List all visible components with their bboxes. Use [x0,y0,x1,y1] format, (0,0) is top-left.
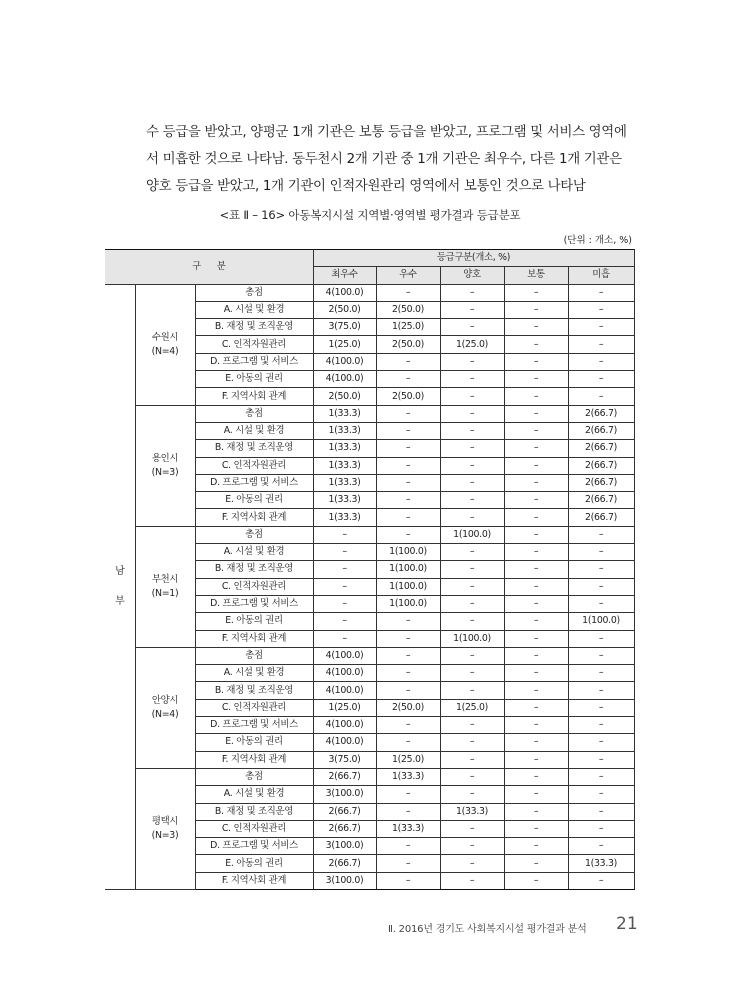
value-cell: – [504,353,568,370]
value-cell: 1(33.3) [313,492,376,509]
value-cell: – [568,371,634,388]
item-cell: D. 프로그램 및 서비스 [195,474,313,491]
table-row [105,768,634,785]
item-cell: 총점 [195,768,313,785]
value-cell: – [376,371,440,388]
value-cell: 2(50.0) [376,336,440,353]
city-count: (N=1) [151,587,179,599]
value-cell: – [504,803,568,820]
value-cell: – [504,872,568,889]
value-cell: 2(66.7) [313,768,376,785]
value-cell: – [376,492,440,509]
item-cell: C. 인적자원관리 [195,578,313,595]
item-cell: A. 시설 및 환경 [195,665,313,682]
paragraph-line-2: 서 미흡한 것으로 나타남. 동두천시 2개 기관 중 1개 기관은 최우수, 다른 1개 기관은 [146,152,622,167]
city-count: (N=3) [151,466,179,478]
city-cell [135,526,195,647]
value-cell: – [504,786,568,803]
value-cell: – [376,665,440,682]
item-cell: 총점 [195,647,313,664]
value-cell: – [568,544,634,561]
value-cell: – [568,526,634,543]
value-cell: – [376,509,440,526]
value-cell: – [568,699,634,716]
city-cell [135,405,195,526]
value-cell: – [504,405,568,422]
city-cell [135,647,195,768]
table-caption: <표 Ⅱ – 16> 아동복지시설 지역별·영역별 평가결과 등급분포 [219,208,521,222]
value-cell: – [440,838,504,855]
value-cell: – [440,578,504,595]
page-number: 21 [616,914,638,934]
value-cell: 4(100.0) [313,647,376,664]
item-cell: C. 인적자원관리 [195,820,313,837]
value-cell: – [440,855,504,872]
value-cell: – [568,284,634,301]
grade-distribution-table [105,249,635,890]
value-cell: – [504,630,568,647]
value-cell: – [504,751,568,768]
value-cell: – [504,734,568,751]
value-cell: – [504,595,568,612]
value-cell: 2(66.7) [313,803,376,820]
value-cell: 1(25.0) [440,699,504,716]
region-label: 부 [115,595,125,607]
value-cell: 2(66.7) [313,855,376,872]
value-cell: – [376,284,440,301]
value-cell: – [440,405,504,422]
value-cell: – [376,457,440,474]
value-cell: 1(100.0) [376,595,440,612]
value-cell: – [440,872,504,889]
value-cell: 1(33.3) [376,820,440,837]
value-cell: – [440,440,504,457]
item-cell: C. 인적자원관리 [195,457,313,474]
value-cell: – [376,630,440,647]
value-cell: – [440,717,504,734]
value-cell: 2(66.7) [568,492,634,509]
value-cell: – [313,595,376,612]
value-cell: – [313,526,376,543]
grade-header: 보통 [504,267,568,284]
value-cell: – [440,768,504,785]
value-cell: – [504,578,568,595]
value-cell: – [376,682,440,699]
value-cell: – [440,388,504,405]
item-cell: A. 시설 및 환경 [195,422,313,439]
city-name: 안양시 [151,694,179,706]
value-cell: – [568,595,634,612]
value-cell: 1(25.0) [313,699,376,716]
item-cell: F. 지역사회 관계 [195,388,313,405]
value-cell: – [440,509,504,526]
value-cell: – [568,872,634,889]
value-cell: – [568,630,634,647]
value-cell: – [568,665,634,682]
item-cell: D. 프로그램 및 서비스 [195,838,313,855]
value-cell: – [376,855,440,872]
grade-header: 최우수 [313,267,376,284]
item-cell: E. 아동의 권리 [195,492,313,509]
value-cell: – [504,768,568,785]
value-cell: – [504,820,568,837]
value-cell: – [568,734,634,751]
value-cell: 1(100.0) [376,578,440,595]
item-cell: E. 아동의 권리 [195,855,313,872]
item-cell: F. 지역사회 관계 [195,509,313,526]
item-cell: D. 프로그램 및 서비스 [195,717,313,734]
value-cell: – [568,561,634,578]
value-cell: – [568,820,634,837]
value-cell: – [313,630,376,647]
value-cell: 4(100.0) [313,717,376,734]
value-cell: – [504,544,568,561]
item-cell: B. 재정 및 조직운영 [195,803,313,820]
unit-note: (단위 : 개소, %) [563,235,632,246]
value-cell: – [440,301,504,318]
value-cell: – [568,388,634,405]
value-cell: – [568,319,634,336]
header-row-1 [105,250,634,267]
value-cell: – [440,682,504,699]
value-cell: – [504,388,568,405]
value-cell: – [440,613,504,630]
value-cell: 1(100.0) [440,630,504,647]
value-cell: 2(50.0) [376,388,440,405]
value-cell: – [504,336,568,353]
value-cell: 1(33.3) [313,440,376,457]
city-count: (N=4) [151,345,179,357]
item-cell: A. 시설 및 환경 [195,301,313,318]
value-cell: – [440,820,504,837]
value-cell: 2(66.7) [568,405,634,422]
value-cell: 4(100.0) [313,371,376,388]
value-cell: 1(25.0) [376,319,440,336]
paragraph-line-3: 양호 등급을 받았고, 1개 기관이 인적자원관리 영역에서 보통인 것으로 나타남 [146,179,586,194]
value-cell: – [504,492,568,509]
value-cell: 3(100.0) [313,786,376,803]
city-name: 용인시 [151,452,179,464]
value-cell: – [440,647,504,664]
item-cell: 총점 [195,284,313,301]
value-cell: – [504,647,568,664]
city-cell [135,768,195,889]
value-cell: – [568,786,634,803]
value-cell: 1(33.3) [313,474,376,491]
grade-header: 우수 [376,267,440,284]
city-name: 수원시 [151,331,179,343]
table-row [105,405,634,422]
value-cell: 1(33.3) [313,509,376,526]
value-cell: – [504,855,568,872]
value-cell: – [504,319,568,336]
value-cell: 2(66.7) [568,422,634,439]
value-cell: – [504,665,568,682]
value-cell: – [376,717,440,734]
value-cell: 3(75.0) [313,751,376,768]
value-cell: 1(33.3) [313,405,376,422]
value-cell: – [568,353,634,370]
item-cell: E. 아동의 권리 [195,371,313,388]
value-cell: – [440,492,504,509]
value-cell: – [440,474,504,491]
value-cell: – [313,578,376,595]
value-cell: 1(25.0) [440,336,504,353]
value-cell: – [568,682,634,699]
value-cell: 2(50.0) [376,301,440,318]
value-cell: – [568,578,634,595]
value-cell: – [376,803,440,820]
value-cell: – [504,371,568,388]
value-cell: – [376,353,440,370]
item-cell: B. 재정 및 조직운영 [195,682,313,699]
item-cell: 총점 [195,405,313,422]
value-cell: 4(100.0) [313,665,376,682]
value-cell: – [504,440,568,457]
category-header: 구 분 [105,250,313,285]
value-cell: – [440,751,504,768]
value-cell: – [440,595,504,612]
region-label: 남 [115,565,125,577]
value-cell: – [504,526,568,543]
value-cell: 2(50.0) [313,301,376,318]
grade-header: 양호 [440,267,504,284]
value-cell: – [568,751,634,768]
value-cell: – [504,613,568,630]
value-cell: – [313,561,376,578]
value-cell: 3(100.0) [313,838,376,855]
value-cell: – [504,301,568,318]
item-cell: A. 시설 및 환경 [195,786,313,803]
value-cell: – [568,301,634,318]
city-count: (N=4) [151,708,179,720]
value-cell: 2(50.0) [376,699,440,716]
value-cell: 2(66.7) [568,440,634,457]
value-cell: – [440,353,504,370]
value-cell: 2(50.0) [313,388,376,405]
value-cell: 3(75.0) [313,319,376,336]
value-cell: 1(33.3) [313,457,376,474]
value-cell: – [504,717,568,734]
item-cell: F. 지역사회 관계 [195,751,313,768]
value-cell: – [568,803,634,820]
value-cell: 1(100.0) [376,561,440,578]
table-row [105,647,634,664]
value-cell: 4(100.0) [313,353,376,370]
value-cell: – [440,786,504,803]
value-cell: – [440,561,504,578]
item-cell: C. 인적자원관리 [195,336,313,353]
item-cell: F. 지역사회 관계 [195,872,313,889]
value-cell: 1(25.0) [313,336,376,353]
value-cell: – [440,734,504,751]
grade-header: 미흡 [568,267,634,284]
value-cell: 2(66.7) [568,457,634,474]
item-cell: B. 재정 및 조직운영 [195,440,313,457]
value-cell: – [504,474,568,491]
item-cell: D. 프로그램 및 서비스 [195,353,313,370]
value-cell: – [504,284,568,301]
value-cell: 1(33.3) [313,422,376,439]
value-cell: – [376,734,440,751]
region-cell [105,284,135,889]
value-cell: 4(100.0) [313,734,376,751]
value-cell: 2(66.7) [313,820,376,837]
body-paragraph [146,119,646,200]
value-cell: – [376,838,440,855]
value-cell: 4(100.0) [313,284,376,301]
value-cell: 1(25.0) [376,751,440,768]
grade-group-header: 등급구분(개소, %) [313,250,634,267]
value-cell: – [504,699,568,716]
footer-text: Ⅱ. 2016년 경기도 사회복지시설 평가결과 분석 [388,924,587,935]
value-cell: – [376,786,440,803]
item-cell: D. 프로그램 및 서비스 [195,595,313,612]
value-cell: – [504,682,568,699]
value-cell: – [568,647,634,664]
value-cell: – [568,717,634,734]
table-row [105,284,634,301]
value-cell: – [440,371,504,388]
value-cell: – [504,422,568,439]
value-cell: 1(33.3) [440,803,504,820]
paragraph-line-1: 수 등급을 받았고, 양평군 1개 기관은 보통 등급을 받았고, 프로그램 및 서비스 영역에 [146,125,627,140]
value-cell: 1(33.3) [376,768,440,785]
value-cell: – [504,509,568,526]
value-cell: – [376,422,440,439]
value-cell: – [440,422,504,439]
item-cell: A. 시설 및 환경 [195,544,313,561]
value-cell: – [504,457,568,474]
value-cell: 1(33.3) [568,855,634,872]
item-cell: B. 재정 및 조직운영 [195,319,313,336]
value-cell: 3(100.0) [313,872,376,889]
value-cell: – [568,838,634,855]
city-count: (N=3) [151,829,179,841]
city-name: 부천시 [151,573,179,585]
table-body [105,250,634,890]
city-cell [135,284,195,405]
value-cell: – [313,544,376,561]
item-cell: 총점 [195,526,313,543]
item-cell: E. 아동의 권리 [195,613,313,630]
value-cell: – [440,457,504,474]
value-cell: – [568,336,634,353]
item-cell: C. 인적자원관리 [195,699,313,716]
value-cell: – [376,647,440,664]
value-cell: – [440,319,504,336]
table-row [105,526,634,543]
item-cell: F. 지역사회 관계 [195,630,313,647]
value-cell: – [376,405,440,422]
value-cell: 1(100.0) [376,544,440,561]
value-cell: – [376,474,440,491]
item-cell: B. 재정 및 조직운영 [195,561,313,578]
value-cell: – [504,561,568,578]
value-cell: 2(66.7) [568,474,634,491]
value-cell: 1(100.0) [568,613,634,630]
value-cell: – [376,872,440,889]
value-cell: – [376,613,440,630]
value-cell: – [568,768,634,785]
value-cell: – [376,526,440,543]
value-cell: 4(100.0) [313,682,376,699]
value-cell: – [313,613,376,630]
value-cell: 1(100.0) [440,526,504,543]
value-cell: – [440,544,504,561]
value-cell: – [440,665,504,682]
item-cell: E. 아동의 권리 [195,734,313,751]
city-name: 평택시 [151,815,179,827]
value-cell: – [440,284,504,301]
value-cell: 2(66.7) [568,509,634,526]
value-cell: – [504,838,568,855]
value-cell: – [376,440,440,457]
